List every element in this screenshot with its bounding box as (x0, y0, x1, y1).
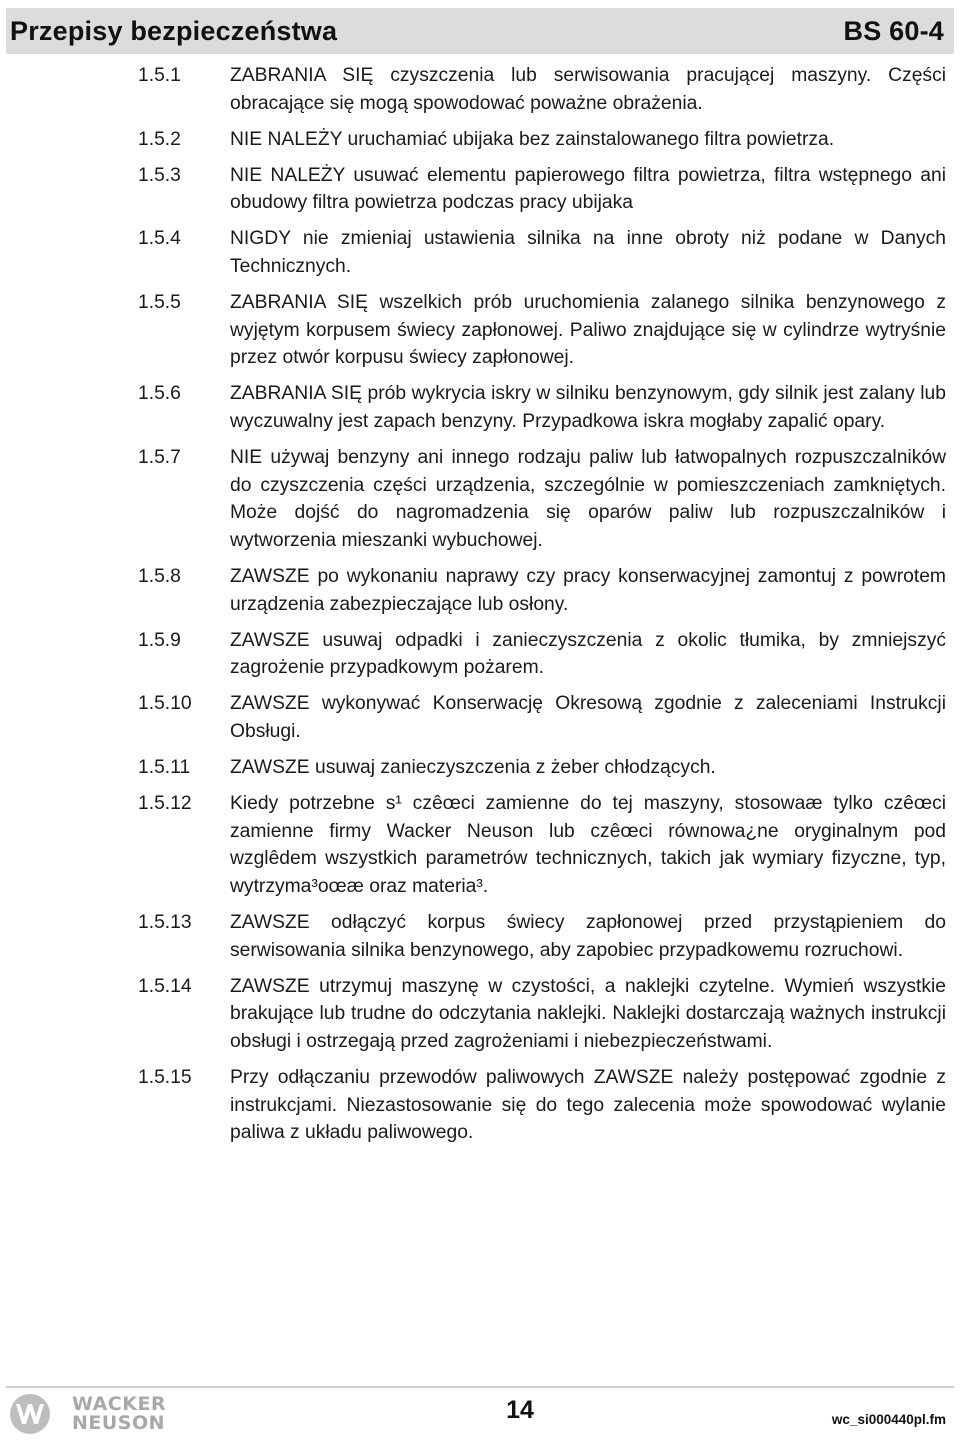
list-item (138, 973, 946, 1056)
item-number: 1.5.11 (138, 757, 191, 779)
item-text: Kiedy potrzebne s¹ czêœci zamienne do tej maszyny, stosowaæ tylko czêœci zamienne firmy Wacker Neuson lub czêœci równowa¿ne oryginalnym pod wzglêdem wszystkich parametrów technicznych, takich jak wymiary fizyczne, typ, wytrzyma³oœæ oraz materia³. (230, 793, 946, 897)
list-item (138, 62, 946, 117)
item-number: 1.5.14 (138, 975, 192, 997)
list-item (138, 690, 946, 745)
item-text: NIE NALEŻY uruchamiać ubijaka bez zainstalowanego filtra powietrza. (230, 128, 835, 150)
item-number: 1.5.6 (138, 383, 181, 405)
item-number: 1.5.4 (138, 228, 181, 250)
item-text: ZABRANIA SIĘ czyszczenia lub serwisowania pracującej maszyny. Części obracające się mogą spowodować poważne obrażenia. (230, 65, 946, 114)
item-text: Przy odłączaniu przewodów paliwowych ZAWSZE należy postępować zgodnie z instrukcjami. Niezastosowanie się do tego zalecenia może spowodować wylanie paliwa z układu paliwowego. (230, 1067, 946, 1144)
list-item (138, 754, 946, 782)
item-number: 1.5.7 (138, 447, 181, 469)
list-item (138, 380, 946, 435)
list-item (138, 563, 946, 618)
item-number: 1.5.3 (138, 164, 181, 186)
list-item (138, 126, 946, 154)
item-number: 1.5.2 (138, 128, 181, 150)
logo-line-wacker: WACKER (72, 1393, 167, 1415)
list-item (138, 444, 946, 554)
list-item (138, 1064, 946, 1147)
item-text: ZAWSZE usuwaj zanieczyszczenia z żeber chłodzących. (230, 757, 716, 779)
model-label: BS 60-4 (843, 15, 944, 46)
page-title: Przepisy bezpieczeństwa (10, 15, 338, 46)
item-text: ZAWSZE wykonywać Konserwację Okresową zgodnie z zaleceniami Instrukcji Obsługi. (230, 693, 946, 742)
list-item (138, 909, 946, 964)
item-text: ZAWSZE usuwaj odpadki i zanieczyszczenia z okolic tłumika, by zmniejszyć zagrożenie przypadkowym pożarem. (230, 629, 946, 679)
wacker-neuson-logo (10, 1394, 166, 1434)
wacker-neuson-w-logo-icon (10, 1394, 50, 1434)
list-item (138, 162, 946, 217)
footer-divider (6, 1386, 954, 1388)
item-text: NIE NALEŻY usuwać elementu papierowego filtra powietrza, filtra wstępnego ani obudowy filtra powietrza podczas pracy ubijaka (230, 164, 946, 214)
item-number: 1.5.8 (138, 566, 181, 587)
item-text: ZABRANIA SIĘ wszelkich prób uruchomienia zalanego silnika benzynowego z wyjętym korpusem świecy zapłonowej. Paliwo znajdujące się w cylindrze wytryśnie przez otwór korpusu świecy zapłonowej. (230, 292, 946, 369)
file-name: wc_si000440pl.fm (831, 1412, 946, 1427)
item-text: ZAWSZE po wykonaniu naprawy czy pracy konserwacyjnej zamontuj z powrotem urządzenia zabezpieczające lub osłony. (230, 566, 946, 615)
item-number: 1.5.13 (138, 912, 192, 934)
w-glyph-icon (15, 1402, 45, 1426)
page-header (6, 8, 954, 54)
list-item (138, 225, 946, 280)
list-item (138, 627, 946, 682)
item-text: NIGDY nie zmieniaj ustawienia silnika na inne obroty niż podane w Danych Technicznych. (230, 228, 946, 278)
item-text: NIE używaj benzyny ani innego rodzaju paliw lub łatwopalnych rozpuszczalników do czyszczenia części urządzenia, szczególnie w pomieszczeniach zamkniętych. Może dojść do nagromadzenia się oparów paliw lub rozpuszczalników i wytworzenia mieszanki wybuchowej. (230, 447, 946, 551)
item-text: ZAWSZE utrzymuj maszynę w czystości, a naklejki czytelne. Wymień wszystkie brakujące lub trudne do odczytania naklejki. Naklejki dostarczają ważnych instrukcji obsługi i ostrzegają przed zagrożeniami i niebezpieczeństwami. (230, 975, 946, 1052)
item-text: ZABRANIA SIĘ prób wykrycia iskry w silniku benzynowym, gdy silnik jest zalany lub wyczuwalny jest zapach benzyny. Przypadkowa iskra mogłaby zapalić opary. (230, 383, 946, 433)
logo-wordmark (72, 1395, 166, 1433)
logo-line-neuson: NEUSON (72, 1412, 166, 1434)
item-number: 1.5.1 (138, 65, 181, 86)
item-number: 1.5.10 (138, 693, 192, 715)
list-item (138, 790, 946, 900)
safety-rules-list (138, 62, 946, 1155)
item-text: ZAWSZE odłączyć korpus świecy zapłonowej przed przystąpieniem do serwisowania silnika benzynowego, aby zapobiec przypadkowemu rozruchowi. (230, 912, 946, 961)
list-item (138, 289, 946, 372)
item-number: 1.5.5 (138, 292, 181, 314)
item-number: 1.5.15 (138, 1067, 192, 1088)
item-number: 1.5.9 (138, 629, 181, 651)
item-number: 1.5.12 (138, 793, 192, 815)
page-number: 14 (506, 1396, 534, 1424)
